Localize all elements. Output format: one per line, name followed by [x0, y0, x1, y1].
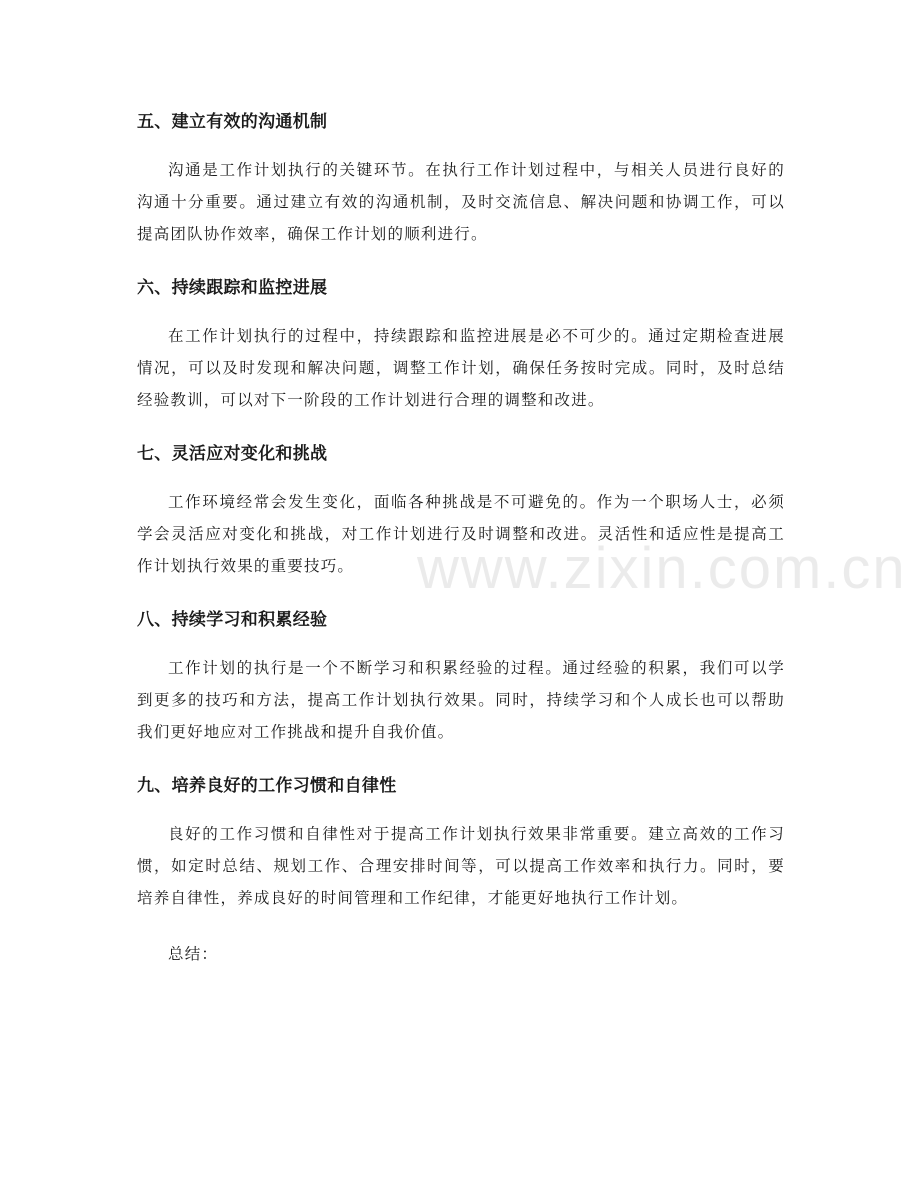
- summary-label: 总结：: [168, 945, 219, 963]
- document-body: [137, 104, 785, 970]
- section-paragraph: 工作环境经常会发生变化，面临各种挑战是不可避免的。作为一个职场人士，必须学会灵活应对变化和挑战，对工作计划进行及时调整和改进。灵活性和适应性是提高工作计划执行效果的重要技巧。: [137, 493, 785, 575]
- section-heading: 九、培养良好的工作习惯和自律性: [137, 776, 397, 796]
- section-paragraph: 良好的工作习惯和自律性对于提高工作计划执行效果非常重要。建立高效的工作习惯，如定时总结、规划工作、合理安排时间等，可以提高工作效率和执行力。同时，要培养自律性，养成良好的时间管理和工作纪律，才能更好地执行工作计划。: [137, 825, 785, 907]
- section-paragraph: 工作计划的执行是一个不断学习和积累经验的过程。通过经验的积累，我们可以学到更多的技巧和方法，提高工作计划执行效果。同时，持续学习和个人成长也可以帮助我们更好地应对工作挑战和提升自我价值。: [137, 659, 785, 741]
- section-habits: [137, 768, 785, 914]
- section-heading: 六、持续跟踪和监控进展: [137, 278, 328, 298]
- section-paragraph: 沟通是工作计划执行的关键环节。在执行工作计划过程中，与相关人员进行良好的沟通十分重要。通过建立有效的沟通机制，及时交流信息、解决问题和协调工作，可以提高团队协作效率，确保工作计划的顺利进行。: [137, 161, 785, 243]
- section-heading: 七、灵活应对变化和挑战: [137, 444, 328, 464]
- section-tracking: [137, 270, 785, 416]
- section-flexibility: [137, 436, 785, 582]
- section-paragraph: 在工作计划执行的过程中，持续跟踪和监控进展是必不可少的。通过定期检查进展情况，可以及时发现和解决问题，调整工作计划，确保任务按时完成。同时，及时总结经验教训，可以对下一阶段的工作计划进行合理的调整和改进。: [137, 327, 785, 409]
- section-learning: [137, 602, 785, 748]
- section-communication: [137, 104, 785, 250]
- watermark: www.zixin.com.cn: [417, 536, 907, 601]
- section-heading: 五、建立有效的沟通机制: [137, 112, 328, 132]
- section-heading: 八、持续学习和积累经验: [137, 610, 328, 630]
